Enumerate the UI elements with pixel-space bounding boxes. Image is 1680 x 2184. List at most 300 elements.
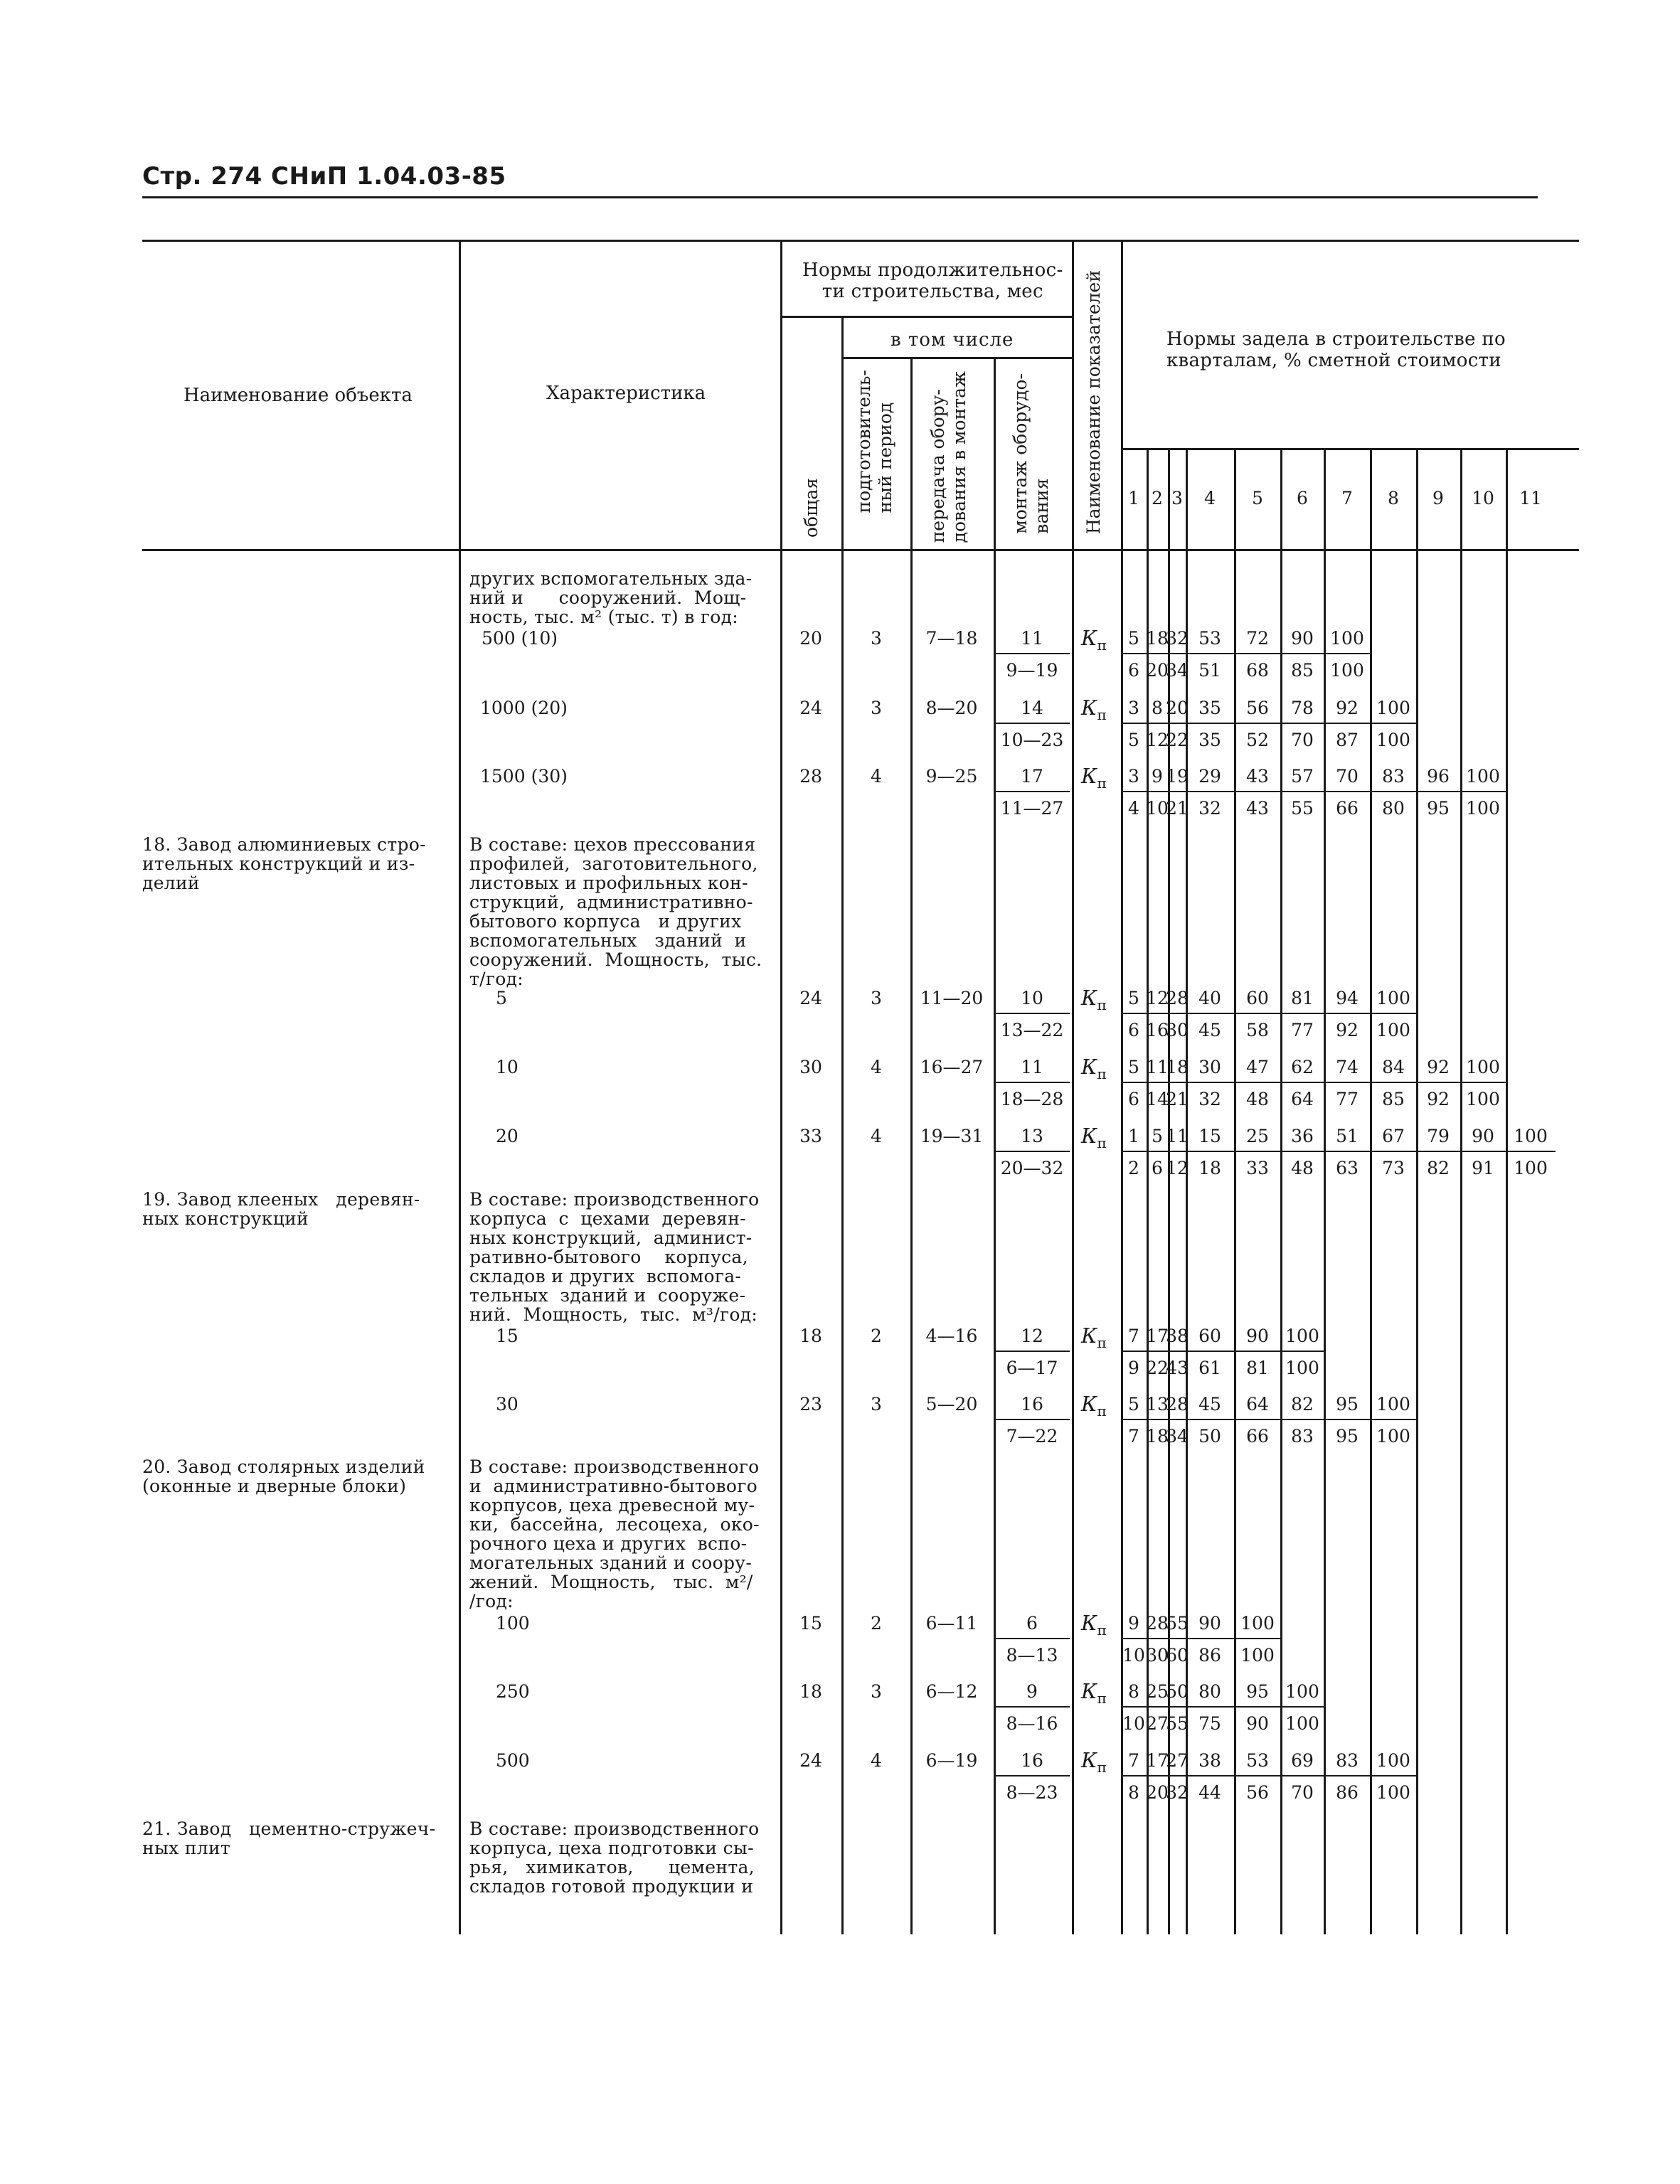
- quarter-value-top: 100: [1376, 698, 1410, 718]
- object-20-name: 20. Завод столярных изделий (оконные и дверные блоки): [142, 1456, 425, 1496]
- quarter-value-bottom: 66: [1246, 1426, 1269, 1447]
- equipment-install-top: 16: [1021, 1394, 1043, 1415]
- quarter-value-top: 83: [1336, 1750, 1359, 1771]
- quarter-value-top: 100: [1466, 1057, 1500, 1077]
- indicator-subscript: п: [1097, 1134, 1107, 1151]
- install-fraction-rule: [996, 723, 1070, 724]
- quarter-fraction-rule: [1149, 653, 1168, 654]
- header-prep-period: подготовитель- ный период: [854, 370, 895, 513]
- quarter-value-top: 67: [1382, 1126, 1405, 1146]
- quarter-value-bottom: 10: [1122, 1645, 1145, 1666]
- quarter-value-bottom: 51: [1198, 660, 1221, 681]
- equipment-transfer: 16—27: [920, 1057, 984, 1077]
- quarter-fraction-rule: [1236, 1419, 1280, 1420]
- equipment-transfer: 19—31: [920, 1126, 984, 1146]
- quarter-header-3: 3: [1171, 488, 1183, 508]
- quarter-value-bottom: 100: [1466, 798, 1500, 819]
- indicator-symbol: К: [1081, 1392, 1097, 1416]
- quarter-value-top: 57: [1291, 766, 1314, 787]
- quarter-value-bottom: 34: [1166, 660, 1189, 681]
- quarter-fraction-rule: [1170, 1775, 1186, 1777]
- indicator-symbol: К: [1081, 1679, 1097, 1703]
- object-17-characteristic: других вспомогательных зда- ний и сооружений. Мощ- ность, тыс. м² (тыс. т) в год:: [469, 568, 753, 627]
- capacity-value: 10: [496, 1057, 519, 1077]
- quarter-fraction-rule: [1149, 1706, 1168, 1708]
- equipment-install-bottom: 7—22: [1006, 1426, 1058, 1447]
- quarter-fraction-rule: [1462, 791, 1506, 792]
- quarter-value-top: 69: [1291, 1750, 1314, 1771]
- prep-period: 4: [871, 1750, 882, 1771]
- indicator-symbol: К: [1081, 986, 1097, 1010]
- quarter-fraction-rule: [1326, 653, 1370, 654]
- quarter-value-top: 80: [1198, 1681, 1221, 1702]
- quarter-value-bottom: 70: [1291, 1782, 1314, 1803]
- quarter-value-top: 38: [1166, 1326, 1189, 1346]
- capacity-value: 100: [496, 1613, 530, 1634]
- quarter-fraction-rule: [1372, 1151, 1416, 1152]
- quarter-fraction-rule: [1170, 791, 1186, 792]
- quarter-fraction-rule: [1123, 1013, 1147, 1014]
- quarter-fraction-rule: [1236, 1775, 1280, 1777]
- quarter-value-bottom: 75: [1198, 1713, 1221, 1734]
- quarter-fraction-rule: [1372, 723, 1416, 724]
- quarter-fraction-rule: [1188, 1351, 1234, 1352]
- equipment-install-top: 16: [1021, 1750, 1043, 1771]
- equipment-install-top: 10: [1021, 988, 1043, 1008]
- equipment-install-top: 11: [1021, 628, 1043, 649]
- quarter-fraction-rule: [1170, 1419, 1186, 1420]
- quarter-value-top: 60: [1198, 1326, 1221, 1346]
- quarter-value-bottom: 100: [1285, 1713, 1319, 1734]
- quarter-value-top: 92: [1336, 698, 1359, 718]
- indicator-kp: [1081, 988, 1107, 1012]
- quarter-header-9: 9: [1432, 488, 1444, 508]
- install-fraction-rule: [996, 1775, 1070, 1777]
- quarter-value-top: 95: [1336, 1394, 1359, 1415]
- quarter-fraction-rule: [1236, 1151, 1280, 1152]
- quarter-fraction-rule: [1282, 1151, 1324, 1152]
- quarter-fraction-rule: [1170, 653, 1186, 654]
- indicator-subscript: п: [1097, 996, 1107, 1013]
- quarter-value-bottom: 33: [1246, 1158, 1269, 1178]
- equipment-install-bottom: 8—16: [1006, 1713, 1058, 1734]
- quarter-value-top: 90: [1291, 628, 1314, 649]
- quarter-fraction-rule: [1372, 1082, 1416, 1083]
- quarter-fraction-rule: [1236, 1013, 1280, 1014]
- indicator-subscript: п: [1097, 1065, 1107, 1082]
- quarter-value-top: 51: [1336, 1126, 1359, 1146]
- quarter-fraction-rule: [1236, 1351, 1280, 1352]
- quarter-value-top: 12: [1146, 988, 1169, 1008]
- quarter-value-bottom: 50: [1198, 1426, 1221, 1447]
- quarter-fraction-rule: [1170, 1706, 1186, 1708]
- indicator-symbol: К: [1081, 1611, 1097, 1635]
- column-rule: [994, 357, 996, 1934]
- duration-group-rule: [780, 316, 1072, 318]
- quarter-value-top: 35: [1198, 698, 1221, 718]
- quarter-fraction-rule: [1462, 1082, 1506, 1083]
- quarter-value-top: 100: [1285, 1326, 1319, 1346]
- quarter-value-bottom: 35: [1198, 730, 1221, 750]
- equipment-install-bottom: 8—13: [1006, 1645, 1058, 1666]
- capacity-value: 250: [496, 1681, 530, 1702]
- column-rule: [841, 316, 844, 1934]
- object-20-characteristic: В составе: производственного и административно-бытового корпусов, цеха древесной му- ки, бассейна, лесоцеха, око- рочного цеха и других вспо- могательных зданий и соору- жений. Мощность, тыс. м²/ /год:: [469, 1456, 760, 1612]
- quarter-value-bottom: 34: [1166, 1426, 1189, 1447]
- quarter-value-top: 95: [1246, 1681, 1269, 1702]
- quarter-fraction-rule: [1170, 1151, 1186, 1152]
- quarter-fraction-rule: [1188, 1082, 1234, 1083]
- duration-total: 33: [799, 1126, 822, 1146]
- quarter-fraction-rule: [1123, 1638, 1147, 1639]
- quarter-value-bottom: 18: [1198, 1158, 1221, 1178]
- quarter-value-bottom: 92: [1336, 1020, 1359, 1040]
- header-duration-norms: Нормы продолжительнос- ти строительства, мес: [802, 260, 1063, 302]
- quarter-value-top: 90: [1472, 1126, 1494, 1146]
- quarter-fraction-rule: [1123, 1775, 1147, 1777]
- equipment-transfer: 7—18: [925, 628, 978, 649]
- quarter-column-rule: [1416, 448, 1418, 1934]
- indicator-subscript: п: [1097, 1758, 1107, 1776]
- quarter-value-bottom: 22: [1166, 730, 1189, 750]
- quarter-value-top: 100: [1376, 988, 1410, 1008]
- quarter-value-bottom: 32: [1198, 798, 1221, 819]
- quarter-value-top: 90: [1246, 1326, 1269, 1346]
- quarter-value-bottom: 30: [1166, 1020, 1189, 1040]
- quarter-fraction-rule: [1123, 653, 1147, 654]
- quarter-value-bottom: 73: [1382, 1158, 1405, 1178]
- quarter-value-bottom: 43: [1246, 798, 1269, 819]
- indicator-kp: [1081, 698, 1107, 722]
- duration-total: 23: [799, 1394, 822, 1415]
- quarter-value-bottom: 91: [1472, 1158, 1494, 1178]
- duration-total: 24: [799, 698, 822, 718]
- table-top-rule: [142, 240, 1579, 242]
- quarter-column-rule: [1280, 448, 1282, 1934]
- column-rule: [910, 357, 913, 1934]
- quarter-value-top: 100: [1376, 1750, 1410, 1771]
- equipment-install-top: 12: [1021, 1326, 1043, 1346]
- quarter-value-top: 47: [1246, 1057, 1269, 1077]
- quarter-fraction-rule: [1149, 1351, 1168, 1352]
- equipment-transfer: 5—20: [925, 1394, 978, 1415]
- object-18-characteristic: В составе: цехов прессования профилей, заготовительного, листовых и профильных кон- струкций, административно- бытового корпуса и других вспомогательных зданий и сооружений. Мощность, тыс. т/год:: [469, 834, 762, 989]
- quarter-value-top: 56: [1246, 698, 1269, 718]
- install-fraction-rule: [996, 653, 1070, 654]
- quarter-column-rule: [1324, 448, 1326, 1934]
- header-object-name: Наименование объекта: [184, 385, 413, 406]
- quarter-value-bottom: 7: [1128, 1426, 1139, 1447]
- quarter-fraction-rule: [1123, 1082, 1147, 1083]
- quarter-value-bottom: 81: [1246, 1358, 1269, 1378]
- header-backlog-norms: Нормы задела в строительстве по кварталам, % сметной стоимости: [1166, 329, 1506, 371]
- quarter-fraction-rule: [1372, 791, 1416, 792]
- quarter-fraction-rule: [1282, 1351, 1324, 1352]
- header-total: общая: [801, 478, 822, 538]
- prep-period: 2: [871, 1613, 882, 1634]
- equipment-install-top: 11: [1021, 1057, 1043, 1077]
- indicator-kp: [1081, 1613, 1107, 1637]
- quarter-fraction-rule: [1282, 1706, 1324, 1708]
- quarter-header-1: 1: [1128, 488, 1139, 508]
- quarter-value-top: 9: [1152, 766, 1163, 787]
- quarter-fraction-rule: [1236, 1706, 1280, 1708]
- quarter-value-top: 28: [1146, 1613, 1169, 1634]
- capacity-value: 1500 (30): [480, 766, 568, 787]
- capacity-value: 500 (10): [482, 628, 558, 649]
- indicator-subscript: п: [1097, 1333, 1107, 1351]
- column-rule: [780, 240, 782, 1934]
- quarter-value-bottom: 64: [1291, 1089, 1314, 1109]
- quarter-value-top: 17: [1146, 1326, 1169, 1346]
- quarter-fraction-rule: [1282, 1775, 1324, 1777]
- indicator-subscript: п: [1097, 774, 1107, 792]
- indicator-subscript: п: [1097, 1621, 1107, 1639]
- quarter-fraction-rule: [1170, 1082, 1186, 1083]
- quarter-value-bottom: 8: [1128, 1782, 1139, 1803]
- duration-total: 15: [799, 1613, 822, 1634]
- quarter-value-bottom: 55: [1166, 1713, 1189, 1734]
- equipment-install-top: 14: [1021, 698, 1043, 718]
- quarter-column-rule: [1234, 448, 1236, 1934]
- quarter-value-bottom: 100: [1240, 1645, 1275, 1666]
- quarter-fraction-rule: [1149, 1151, 1168, 1152]
- quarter-fraction-rule: [1123, 1351, 1147, 1352]
- quarter-value-bottom: 80: [1382, 798, 1405, 819]
- quarter-fraction-rule: [1188, 1013, 1234, 1014]
- quarter-value-top: 55: [1166, 1613, 1189, 1634]
- quarter-value-bottom: 60: [1166, 1645, 1189, 1666]
- quarter-value-bottom: 77: [1336, 1089, 1359, 1109]
- column-rule: [1121, 240, 1123, 1934]
- quarter-fraction-rule: [1236, 1638, 1280, 1639]
- quarter-fraction-rule: [1326, 1013, 1370, 1014]
- quarter-fraction-rule: [1170, 1013, 1186, 1014]
- quarter-value-top: 62: [1291, 1057, 1314, 1077]
- quarter-fraction-rule: [1282, 723, 1324, 724]
- equipment-install-bottom: 11—27: [1000, 798, 1064, 819]
- quarter-value-bottom: 20: [1146, 1782, 1169, 1803]
- install-fraction-rule: [996, 1351, 1070, 1352]
- quarter-value-bottom: 61: [1198, 1358, 1221, 1378]
- quarter-value-bottom: 32: [1198, 1089, 1221, 1109]
- quarter-value-bottom: 12: [1146, 730, 1169, 750]
- including-group-rule: [841, 357, 1072, 359]
- indicator-kp: [1081, 1394, 1107, 1418]
- quarter-value-bottom: 100: [1376, 1782, 1410, 1803]
- quarter-header-11: 11: [1519, 488, 1542, 508]
- quarter-value-top: 79: [1427, 1126, 1450, 1146]
- header-characteristic: Характеристика: [546, 383, 706, 404]
- quarter-fraction-rule: [1123, 791, 1147, 792]
- quarter-value-top: 78: [1291, 698, 1314, 718]
- quarter-value-bottom: 87: [1336, 730, 1359, 750]
- quarter-fraction-rule: [1188, 791, 1234, 792]
- indicator-symbol: К: [1081, 696, 1097, 720]
- quarter-fraction-rule: [1326, 1151, 1370, 1152]
- equipment-transfer: 6—12: [925, 1681, 978, 1702]
- quarter-fraction-rule: [1188, 1419, 1234, 1420]
- equipment-install-bottom: 13—22: [1000, 1020, 1064, 1040]
- column-rule: [459, 240, 461, 1934]
- quarter-value-top: 20: [1166, 698, 1189, 718]
- quarter-value-bottom: 10: [1146, 798, 1169, 819]
- quarter-value-bottom: 90: [1246, 1713, 1269, 1734]
- quarter-header-2: 2: [1152, 488, 1163, 508]
- quarter-value-top: 15: [1198, 1126, 1221, 1146]
- quarter-fraction-rule: [1149, 1013, 1168, 1014]
- install-fraction-rule: [996, 1419, 1070, 1420]
- quarter-value-top: 100: [1466, 766, 1500, 787]
- header-equipment-transfer: передача обору- дования в монтаж: [927, 371, 969, 543]
- capacity-value: 5: [496, 988, 507, 1008]
- duration-total: 30: [799, 1057, 822, 1077]
- indicator-kp: [1081, 1750, 1107, 1774]
- quarter-value-bottom: 100: [1376, 1020, 1410, 1040]
- indicator-symbol: К: [1081, 626, 1097, 650]
- indicator-symbol: К: [1081, 1748, 1097, 1772]
- quarter-value-top: 81: [1291, 988, 1314, 1008]
- equipment-install-top: 13: [1021, 1126, 1043, 1146]
- quarter-value-top: 1: [1128, 1126, 1139, 1146]
- quarter-fraction-rule: [1149, 1775, 1168, 1777]
- quarter-value-top: 18: [1146, 628, 1169, 649]
- quarter-value-top: 30: [1198, 1057, 1221, 1077]
- quarter-value-top: 100: [1240, 1613, 1275, 1634]
- capacity-value: 30: [496, 1394, 519, 1415]
- quarter-value-top: 29: [1198, 766, 1221, 787]
- quarter-fraction-rule: [1372, 1013, 1416, 1014]
- quarter-value-bottom: 100: [1514, 1158, 1548, 1178]
- indicator-subscript: п: [1097, 636, 1107, 654]
- quarter-value-top: 53: [1246, 1750, 1269, 1771]
- quarter-value-top: 5: [1128, 988, 1139, 1008]
- quarter-value-top: 13: [1146, 1394, 1169, 1415]
- equipment-install-bottom: 9—19: [1006, 660, 1058, 681]
- quarter-value-bottom: 56: [1246, 1782, 1269, 1803]
- prep-period: 3: [871, 1681, 882, 1702]
- quarter-value-bottom: 100: [1376, 730, 1410, 750]
- prep-period: 3: [871, 988, 882, 1008]
- quarter-value-bottom: 10: [1122, 1713, 1145, 1734]
- quarter-value-top: 11: [1146, 1057, 1169, 1077]
- quarter-value-bottom: 52: [1246, 730, 1269, 750]
- quarter-value-bottom: 66: [1336, 798, 1359, 819]
- quarter-value-top: 7: [1128, 1326, 1139, 1346]
- quarter-column-rule: [1370, 448, 1372, 1934]
- quarter-value-top: 3: [1128, 698, 1139, 718]
- duration-total: 28: [799, 766, 822, 787]
- quarter-fraction-rule: [1326, 1775, 1370, 1777]
- quarter-value-top: 84: [1382, 1057, 1405, 1077]
- indicator-symbol: К: [1081, 1055, 1097, 1079]
- quarter-value-top: 43: [1246, 766, 1269, 787]
- table-header-bottom-rule: [142, 549, 1579, 551]
- capacity-value: 500: [496, 1750, 530, 1771]
- duration-total: 20: [799, 628, 822, 649]
- quarter-value-bottom: 9: [1128, 1358, 1139, 1378]
- quarter-header-10: 10: [1472, 488, 1494, 508]
- quarter-value-bottom: 16: [1146, 1020, 1169, 1040]
- quarter-header-7: 7: [1341, 488, 1353, 508]
- quarter-fraction-rule: [1508, 1151, 1556, 1152]
- prep-period: 3: [871, 628, 882, 649]
- quarter-value-bottom: 70: [1291, 730, 1314, 750]
- install-fraction-rule: [996, 1151, 1070, 1152]
- quarter-value-bottom: 48: [1246, 1089, 1269, 1109]
- quarter-header-4: 4: [1204, 488, 1216, 508]
- header-equipment-install: монтаж оборудо- вания: [1010, 373, 1052, 534]
- quarter-value-bottom: 85: [1382, 1089, 1405, 1109]
- quarter-fraction-rule: [1282, 791, 1324, 792]
- quarter-fraction-rule: [1236, 723, 1280, 724]
- quarter-value-bottom: 86: [1198, 1645, 1221, 1666]
- quarter-fraction-rule: [1188, 1775, 1234, 1777]
- quarter-value-bottom: 55: [1291, 798, 1314, 819]
- equipment-install-bottom: 10—23: [1000, 730, 1064, 750]
- quarter-fraction-rule: [1123, 1419, 1147, 1420]
- equipment-install-bottom: 8—23: [1006, 1782, 1058, 1803]
- quarter-value-bottom: 21: [1166, 798, 1189, 819]
- quarter-fraction-rule: [1282, 653, 1324, 654]
- object-21-characteristic: В составе: производственного корпуса, цеха подготовки сы- рья, химикатов, цемента, складов готовой продукции и: [469, 1818, 760, 1897]
- prep-period: 4: [871, 1126, 882, 1146]
- quarter-value-bottom: 95: [1336, 1426, 1359, 1447]
- quarter-value-top: 5: [1128, 628, 1139, 649]
- quarter-fraction-rule: [1149, 1419, 1168, 1420]
- quarter-value-bottom: 5: [1128, 730, 1139, 750]
- quarter-fraction-rule: [1123, 1706, 1147, 1708]
- quarter-fraction-rule: [1149, 723, 1168, 724]
- quarter-fraction-rule: [1418, 1082, 1460, 1083]
- indicator-kp: [1081, 628, 1107, 652]
- column-rule: [1072, 240, 1074, 1934]
- quarter-value-bottom: 48: [1291, 1158, 1314, 1178]
- quarter-value-top: 74: [1336, 1057, 1359, 1077]
- header-rule: [142, 196, 1538, 198]
- quarter-fraction-rule: [1282, 1082, 1324, 1083]
- quarter-value-top: 36: [1291, 1126, 1314, 1146]
- prep-period: 3: [871, 1394, 882, 1415]
- quarter-value-bottom: 22: [1146, 1358, 1169, 1378]
- indicator-kp: [1081, 1126, 1107, 1150]
- indicator-symbol: К: [1081, 1323, 1097, 1348]
- equipment-install-bottom: 20—32: [1000, 1158, 1064, 1178]
- quarter-fraction-rule: [1236, 791, 1280, 792]
- quarter-value-top: 100: [1514, 1126, 1548, 1146]
- quarter-value-top: 28: [1166, 988, 1189, 1008]
- quarter-fraction-rule: [1170, 1638, 1186, 1639]
- quarter-value-top: 96: [1427, 766, 1450, 787]
- quarter-value-top: 25: [1146, 1681, 1169, 1702]
- quarter-value-top: 53: [1198, 628, 1221, 649]
- duration-total: 18: [799, 1681, 822, 1702]
- equipment-install-bottom: 18—28: [1000, 1089, 1064, 1109]
- quarter-value-top: 25: [1246, 1126, 1269, 1146]
- equipment-transfer: 4—16: [925, 1326, 978, 1346]
- quarter-fraction-rule: [1326, 791, 1370, 792]
- capacity-value: 20: [496, 1126, 519, 1146]
- quarter-value-top: 5: [1128, 1394, 1139, 1415]
- quarter-value-top: 8: [1152, 698, 1163, 718]
- indicator-subscript: п: [1097, 705, 1107, 723]
- prep-period: 4: [871, 1057, 882, 1077]
- quarter-fraction-rule: [1282, 1013, 1324, 1014]
- quarters-group-rule: [1121, 448, 1579, 450]
- duration-total: 24: [799, 1750, 822, 1771]
- quarter-value-top: 70: [1336, 766, 1359, 787]
- quarter-value-bottom: 100: [1376, 1426, 1410, 1447]
